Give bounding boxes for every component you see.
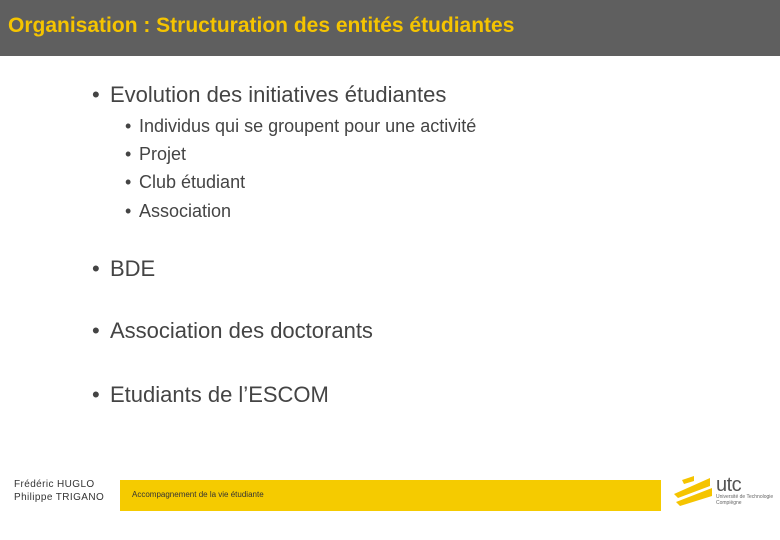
bullet-bde-label: BDE bbox=[110, 256, 156, 281]
bullet-bde: • BDE bbox=[92, 256, 156, 281]
author-name: Philippe TRIGANO bbox=[14, 492, 105, 503]
bullet-evolution: • Evolution des initiatives étudiantes bbox=[92, 82, 447, 107]
sub-bullet: • Association bbox=[125, 201, 232, 221]
bullet-escom: • Etudiants de l’ESCOM bbox=[92, 382, 329, 407]
utc-logo-subtitle-line: Compiègne bbox=[716, 499, 742, 506]
sub-bullet: • Club étudiant bbox=[125, 172, 246, 192]
utc-logo bbox=[672, 472, 772, 514]
utc-logo-icon bbox=[672, 472, 716, 514]
slide-header bbox=[0, 0, 780, 56]
sub-bullet: • Individus qui se groupent pour une activité bbox=[125, 116, 477, 136]
utc-logo-word: utc bbox=[716, 474, 742, 496]
footer-bar bbox=[120, 480, 661, 511]
footer-caption: Accompagnement de la vie étudiante bbox=[132, 490, 264, 499]
sub-bullet-label: Projet bbox=[139, 144, 187, 164]
sub-bullet: • Projet bbox=[125, 144, 187, 164]
bullet-doctorants: • Association des doctorants bbox=[92, 318, 373, 343]
sub-bullet-label: Individus qui se groupent pour une activité bbox=[139, 116, 477, 136]
sub-bullet-label: Club étudiant bbox=[139, 172, 246, 192]
utc-logo-subtitle-line: Université de Technologie bbox=[716, 494, 774, 500]
sub-bullet-label: Association bbox=[139, 201, 232, 221]
slide-title: Organisation : Structuration des entités étudiantes bbox=[8, 14, 515, 37]
authors bbox=[14, 478, 104, 504]
utc-logo-subtitle bbox=[716, 495, 776, 506]
bullet-escom-label: Etudiants de l’ESCOM bbox=[110, 382, 329, 407]
author-name: Frédéric HUGLO bbox=[14, 479, 95, 490]
bullet-evolution-label: Evolution des initiatives étudiantes bbox=[110, 82, 447, 107]
bullet-doctorants-label: Association des doctorants bbox=[110, 318, 373, 343]
